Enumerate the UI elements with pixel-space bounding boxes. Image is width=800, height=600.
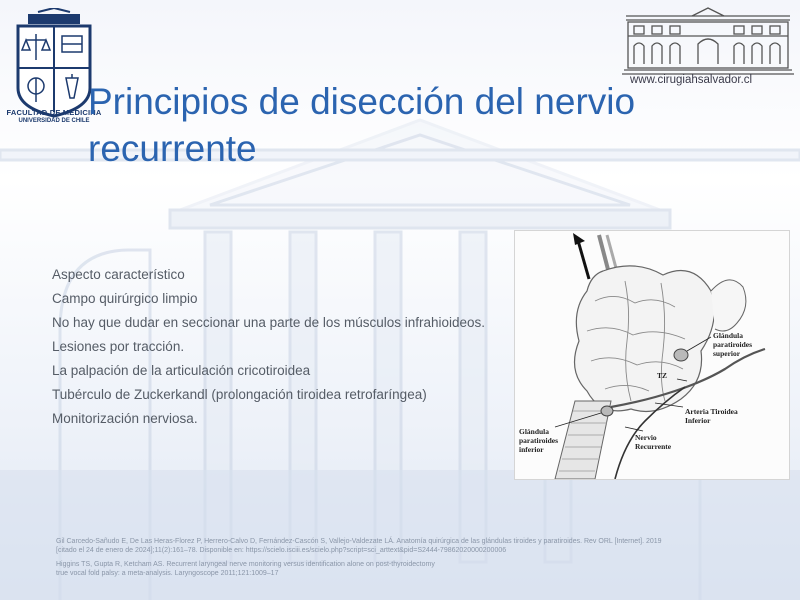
label-line: inferior bbox=[519, 445, 544, 454]
reference-line: Gil Carcedo-Sañudo E, De Las Heras-Florez P, Herrero-Calvo D, Fernández-Cascón S, Vallejo-Valdezate LÁ. Anatomía quirúrgica de las glándulas tiroides y paratiroides. Rev ORL [Internet]. 2019 bbox=[56, 538, 662, 545]
bullet-item: No hay que dudar en seccionar una parte de los músculos infrahioideos. bbox=[52, 315, 486, 330]
label-parathyroid-inferior bbox=[519, 427, 558, 454]
slide-title-line-1: Principios de disección del nervio bbox=[88, 81, 636, 122]
label-line: Arteria Tiroidea bbox=[685, 407, 738, 416]
bullet-item: La palpación de la articulación cricotiroidea bbox=[52, 363, 311, 378]
bullet-item: Monitorización nerviosa. bbox=[52, 411, 198, 426]
label-line: Inferior bbox=[685, 416, 711, 425]
label-parathyroid-superior bbox=[713, 331, 752, 358]
label-line: superior bbox=[713, 349, 741, 358]
bullet-item: Campo quirúrgico limpio bbox=[52, 291, 198, 306]
label-line: paratiroides bbox=[519, 436, 559, 445]
bullet-item: Tubérculo de Zuckerkandl (prolongación tiroidea retrofaríngea) bbox=[52, 387, 427, 402]
label-line: Recurrente bbox=[635, 442, 672, 451]
slide-title-line-2: recurrente bbox=[88, 128, 257, 169]
university-name: UNIVERSIDAD DE CHILE bbox=[18, 118, 90, 124]
label-line: Glándula bbox=[713, 331, 744, 340]
bullet-list bbox=[52, 268, 492, 436]
reference-line: true vocal fold palsy: a meta-analysis. Laryngoscope 2011;121:1009–17 bbox=[56, 570, 279, 577]
reference-line: [citado el 24 de enero de 2024];11(2):161–78. Disponible en: https://scielo.isciii.es/scielo.php?script=sci_arttext&pid=S2444-79862020000200006 bbox=[56, 547, 507, 554]
anatomy-illustration bbox=[514, 230, 790, 480]
slide-title bbox=[88, 78, 788, 172]
references bbox=[56, 538, 776, 579]
label-line: paratiroides bbox=[713, 340, 753, 349]
label-line: Glándula bbox=[519, 427, 550, 436]
label-recurrent-nerve bbox=[635, 433, 671, 451]
bullet-item: Aspecto característico bbox=[52, 267, 185, 282]
bullet-item: Lesiones por tracción. bbox=[52, 339, 185, 354]
label-line: Nervio bbox=[635, 433, 657, 442]
faculty-name: FACULTAD DE MEDICINA bbox=[6, 108, 102, 117]
label-tz: TZ bbox=[657, 371, 668, 380]
label-inferior-thyroid-artery bbox=[685, 407, 738, 425]
hospital-building-logo bbox=[622, 6, 794, 78]
website-url: www.cirugiahsalvador.cl bbox=[630, 74, 753, 86]
reference-line: Higgins TS, Gupta R, Ketcham AS. Recurrent laryngeal nerve monitoring versus identification alone on post-thyroidectomy bbox=[56, 561, 435, 568]
